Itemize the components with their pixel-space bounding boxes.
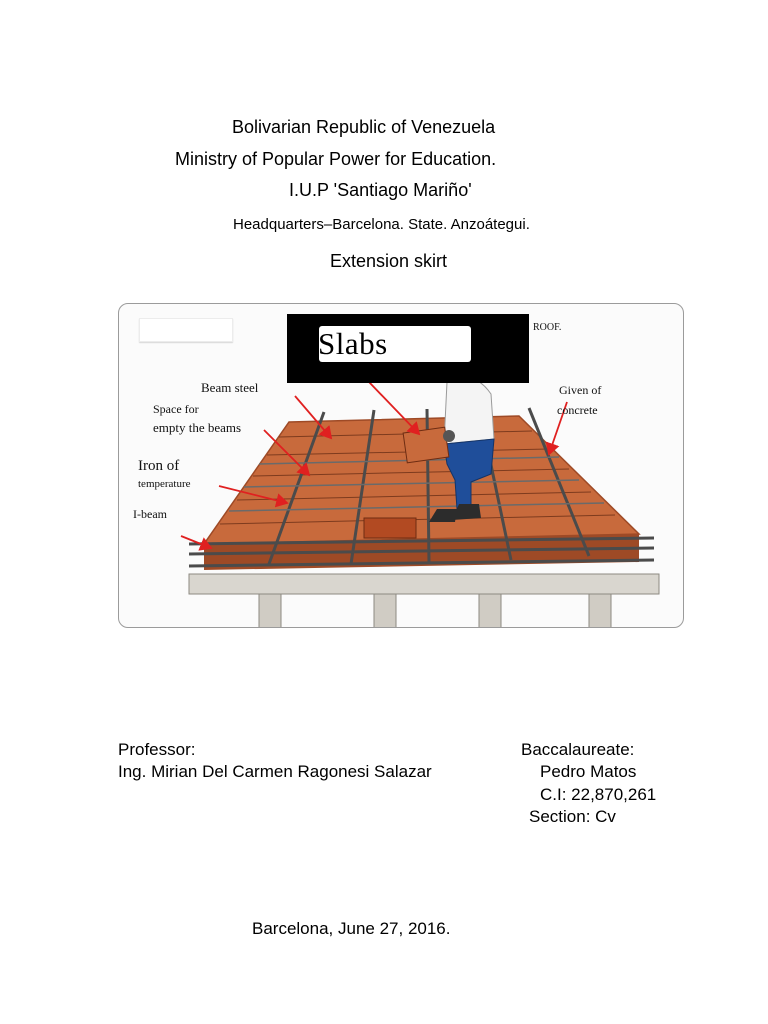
student-ci: C.I: 22,870,261 xyxy=(540,785,657,804)
blank-label-box xyxy=(139,318,233,342)
slab-illustration xyxy=(118,303,684,628)
student-section: Section: Cv xyxy=(529,807,616,826)
label-temperature: temperature xyxy=(138,478,191,490)
institute-line: I.U.P 'Santiago Mariño' xyxy=(289,180,472,200)
professor-name: Ing. Mirian Del Carmen Ragonesi Salazar xyxy=(118,762,432,781)
label-concrete: concrete xyxy=(557,403,598,417)
column xyxy=(374,594,396,627)
label-space-for: Space for xyxy=(153,402,199,416)
column xyxy=(259,594,281,627)
label-beam-steel: Beam steel xyxy=(201,380,259,395)
student-label: Baccalaureate: xyxy=(521,740,635,759)
professor-label: Professor: xyxy=(118,740,196,759)
support-beam xyxy=(189,574,659,594)
ministry-line: Ministry of Popular Power for Education. xyxy=(175,149,497,169)
brick-stack xyxy=(364,518,416,538)
label-i-beam: I-beam xyxy=(133,507,167,521)
place-date: Barcelona, June 27, 2016. xyxy=(252,919,451,938)
label-given-of: Given of xyxy=(559,383,602,397)
label-iron-of: Iron of xyxy=(138,458,180,474)
figure-heading: Slabs xyxy=(318,326,388,361)
country-line: Bolivarian Republic of Venezuela xyxy=(232,117,496,137)
headquarters-line: Headquarters–Barcelona. State. Anzoátegui. xyxy=(233,216,530,233)
student-name: Pedro Matos xyxy=(540,762,637,781)
label-roof: ROOF. xyxy=(533,322,562,333)
column xyxy=(479,594,501,627)
label-empty-the-beams: empty the beams xyxy=(153,420,242,435)
document-title: Extension skirt xyxy=(330,251,448,271)
column xyxy=(589,594,611,627)
